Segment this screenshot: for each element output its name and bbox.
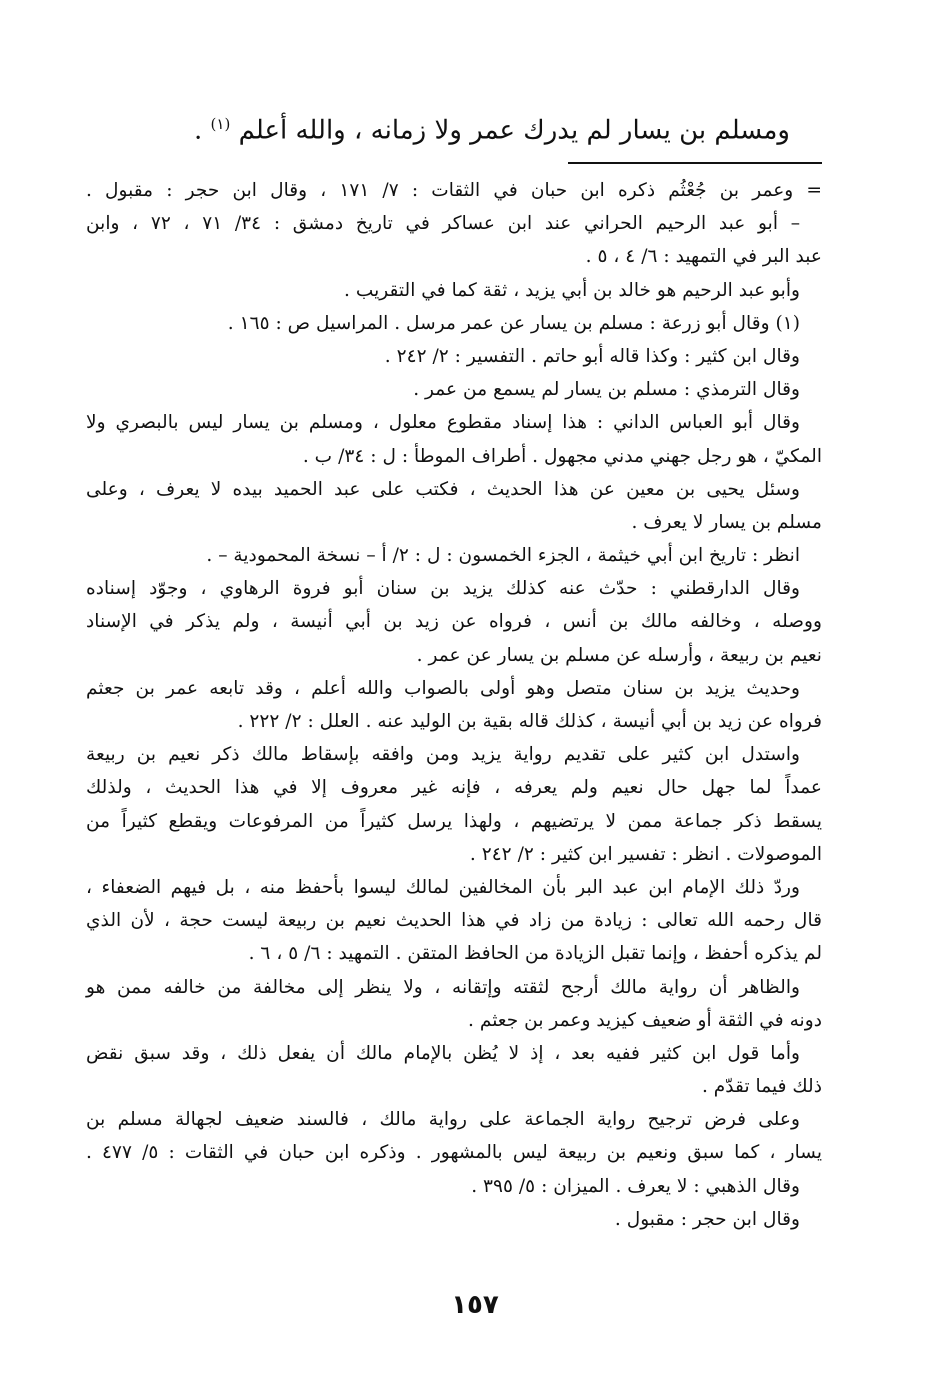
footnote-line: = وعمر بن جُعْثُم ذكره ابن حبان في الثقات : ٧/ ١٧١ ، وقال ابن حجر : مقبول . xyxy=(86,180,822,201)
footnote-line: وقال الدارقطني : حدّث عنه كذلك يزيد بن سنان أبو فروة الرهاوي ، وجوّد إسناده xyxy=(86,578,800,600)
footnote-line: (١) وقال أبو زرعة : مسلم بن يسار عن عمر مرسل . المراسيل ص : ١٦٥ . xyxy=(227,312,800,334)
footnote-line: – أبو عبد الرحيم الحراني عند ابن عساكر في تاريخ دمشق : ٣٤/ ٧١ ، ٧٢ ، وابن xyxy=(86,213,800,235)
page-number: ١٥٧ xyxy=(451,1290,499,1320)
footnote-line: وأما قول ابن كثير ففيه بعد ، إذ لا يُظن بالإمام مالك أن يفعل ذلك ، وقد سبق نقض xyxy=(86,1042,800,1064)
footnote-line: يسار ، كما سبق ونعيم بن ربيعة ليس بالمشهور . وذكره ابن حبان في الثقات : ٥/ ٤٧٧ . xyxy=(86,1142,823,1164)
footnote-line: عمداً لما جهل حال نعيم ولم يعرفه ، فإنه غير معروف إلا في هذا الحديث ، ولذلك xyxy=(86,777,822,799)
main-text-end: . xyxy=(194,115,211,146)
footnote-line: وقال ابن كثير : وكذا قاله أبو حاتم . التفسير : ٢/ ٢٤٢ . xyxy=(384,345,800,367)
footnote-line: وقال الترمذي : مسلم بن يسار لم يسمع من عمر . xyxy=(413,379,800,401)
footnote-line: لم يذكره أحفظ ، وإنما تقبل الزيادة من الحافظ المتقن . التمهيد : ٦/ ٥ ، ٦ . xyxy=(248,943,822,965)
footnote-line: ووصله ، وخالفه مالك بن أنس ، فرواه عن زيد بن أبي أنيسة ، ولم يذكر في الإسناد xyxy=(86,611,822,633)
footnote-line: قال رحمه الله تعالى : زيادة من زاد في هذا الحديث نعيم بن ربيعة ليست حجة ، لأن الذي xyxy=(86,910,822,932)
footnote-divider xyxy=(568,162,822,164)
footnote-line: دونه في الثقة أو ضعيف كيزيد وعمر بن جعثم . xyxy=(468,1009,822,1031)
footnotes-block xyxy=(86,174,822,1236)
footnote-line: ذلك فيما تقدّم . xyxy=(701,1076,822,1098)
footnote-line: يسقط ذكر جماعة ممن لا يرتضيهم ، ولهذا يرسل كثيراً من المرفوعات ويقطع كثيراً من xyxy=(86,810,822,832)
footnote-line: مسلم بن يسار لا يعرف . xyxy=(631,511,822,533)
main-text-line xyxy=(150,104,790,151)
footnote-line: وعلى فرض ترجيح رواية الجماعة على رواية مالك ، فالسند ضعيف لجهالة مسلم بن xyxy=(86,1109,800,1131)
footnote-line: وسئل يحيى بن معين عن هذا الحديث ، فكتب على عبد الحميد بيده لا يعرف ، وعلى xyxy=(86,478,800,500)
footnote-line: وردّ ذلك الإمام ابن عبد البر بأن المخالفين لمالك ليسوا بأحفظ منه ، بل فيهم الضعفاء ، xyxy=(86,876,800,898)
footnote-line: فرواه عن زيد بن أبي أنيسة ، كذلك قاله بقية بن الوليد عنه . العلل : ٢/ ٢٢٢ . xyxy=(237,711,822,732)
footnote-line: الموصولات . انظر : تفسير ابن كثير : ٢/ ٢٤٢ . xyxy=(469,843,822,865)
footnote-line: واستدل ابن كثير على تقديم رواية يزيد ومن وافقه بإسقاط مالك ذكر نعيم بن ربيعة xyxy=(86,744,800,766)
footnote-line: وقال الذهبي : لا يعرف . الميزان : ٥/ ٣٩٥ . xyxy=(471,1175,800,1197)
footnote-line: وقال ابن حجر : مقبول . xyxy=(614,1208,800,1230)
footnote-line: عبد البر في التمهيد : ٦/ ٤ ، ٥ . xyxy=(585,246,822,268)
footnote-line: انظر : تاريخ ابن أبي خيثمة ، الجزء الخمسون : ل : ٢/ أ – نسخة المحمودية – . xyxy=(206,545,800,567)
footnote-line: نعيم بن ربيعة ، وأرسله عن مسلم بن يسار عن عمر . xyxy=(416,644,822,666)
footnote-line: المكيّ ، هو رجل جهني مدني مجهول . أطراف الموطأ : ل : ٣٤/ ب . xyxy=(302,445,822,467)
footnote-line: وقال أبو العباس الداني : هذا إسناد مقطوع معلول ، ومسلم بن يسار ليس بالبصري ولا xyxy=(86,412,800,434)
main-text: ومسلم بن يسار لم يدرك عمر ولا زمانه ، والله أعلم xyxy=(238,115,790,146)
footnote-line: والظاهر أن رواية مالك أرجح لثقته وإتقانه ، ولا ينظر إلى مخالفة من خالفه ممن هو xyxy=(86,976,800,998)
footnote-line: وحديث يزيد بن سنان متصل وهو أولى بالصواب والله أعلم ، وقد تابعه عمر بن جعثم xyxy=(86,677,800,699)
footnote-marker: (١) xyxy=(210,115,231,133)
footnote-line: وأبو عبد الرحيم هو خالد بن أبي يزيد ، ثقة كما في التقريب . xyxy=(344,279,800,301)
